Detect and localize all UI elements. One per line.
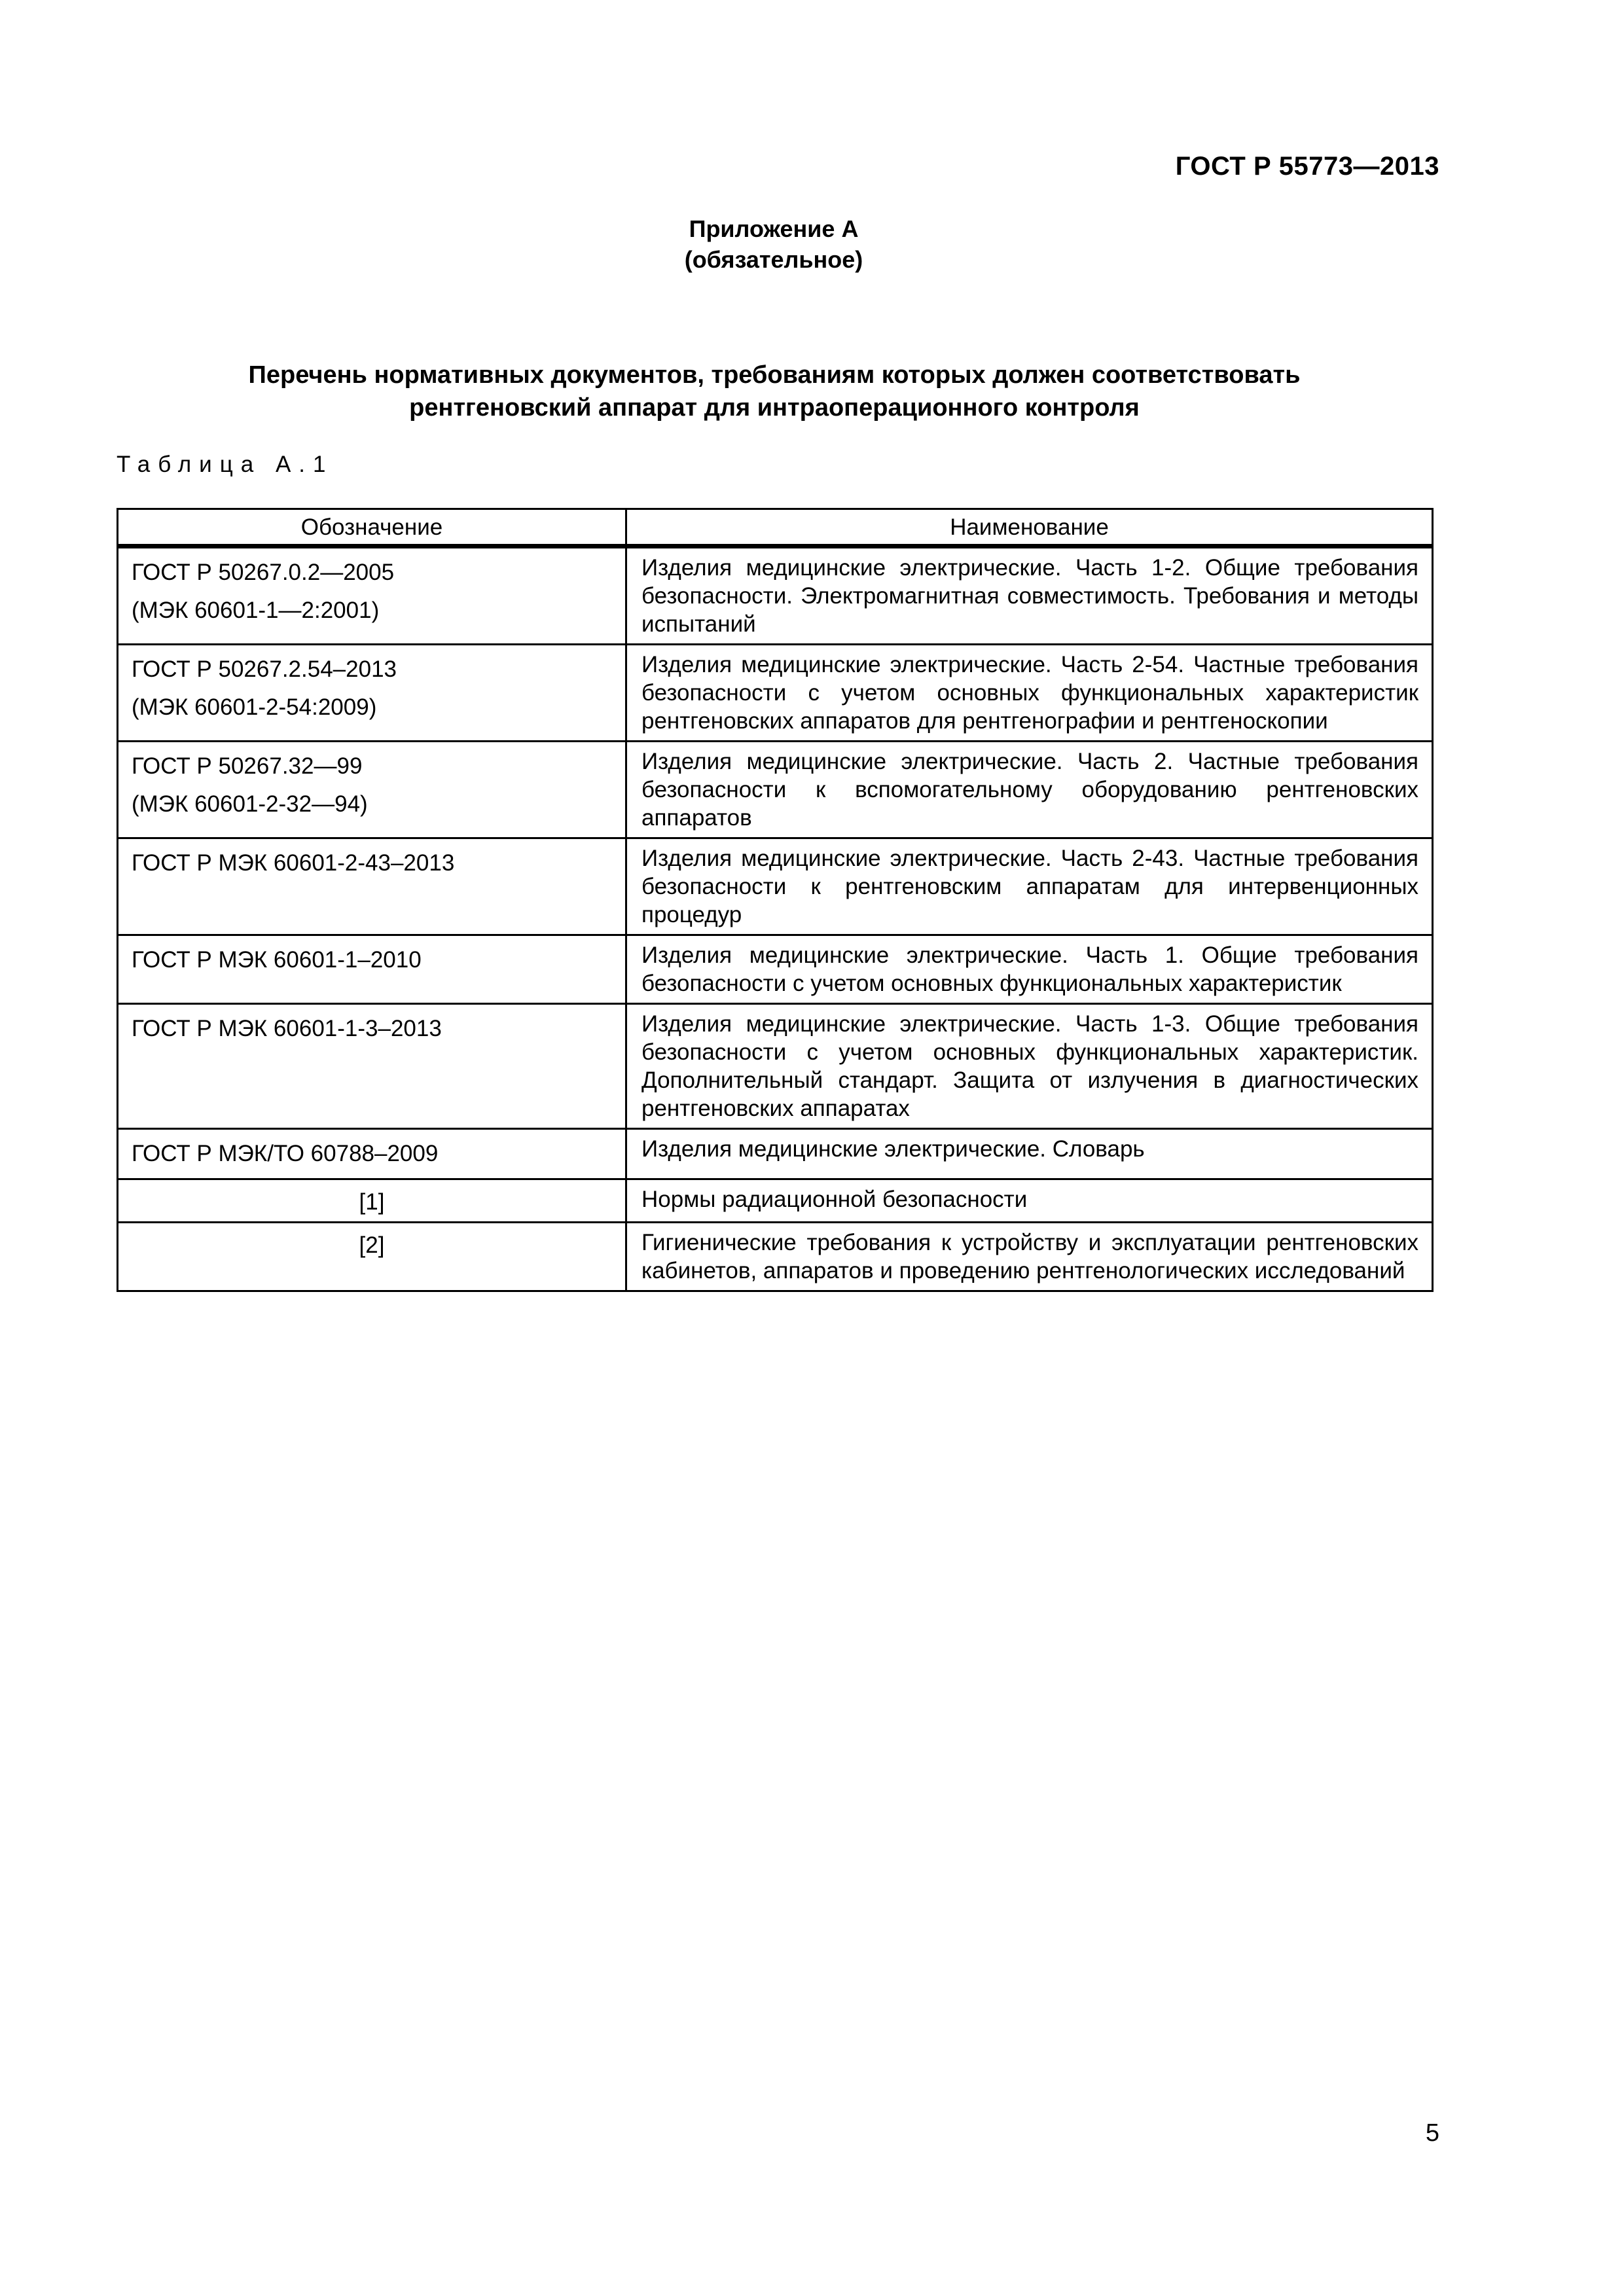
page-title-line-2: рентгеновский аппарат для интраоперационного контроля [409, 394, 1140, 422]
table-row [118, 742, 1433, 838]
table-caption: Таблица А.1 [117, 452, 334, 477]
header-name: Наименование [626, 509, 1433, 547]
table-row [118, 1179, 1433, 1223]
table-row [118, 645, 1433, 742]
designation-cell [118, 547, 626, 645]
designation-code: [2] [359, 1232, 385, 1258]
document-code: ГОСТ Р 55773—2013 [1175, 152, 1439, 181]
designation-cell [118, 1129, 626, 1179]
document-name: Изделия медицинские электрические. Часть 2-54. Частные требования безопасности с учетом основных функциональных характеристик рентгеновских аппаратов для рентгенографии и рентгеноскопии [626, 645, 1433, 742]
appendix-heading [0, 213, 1547, 275]
table-row [118, 547, 1433, 645]
designation-equivalent: (МЭК 60601-1—2:2001) [132, 598, 380, 623]
designation-code: ГОСТ Р МЭК 60601-1-3–2013 [132, 1016, 442, 1041]
table-row [118, 935, 1433, 1004]
document-name: Изделия медицинские электрические. Часть 1-2. Общие требования безопасности. Электромагнитная совместимость. Требования и методы испытаний [626, 547, 1433, 645]
designation-cell [118, 838, 626, 935]
document-name: Изделия медицинские электрические. Часть 1-3. Общие требования безопасности с учетом основных функциональных характеристик. Дополнительный стандарт. Защита от излучения в диагностических рентгеновских аппаратах [626, 1004, 1433, 1129]
document-name: Изделия медицинские электрические. Часть 2-43. Частные требования безопасности к рентгеновским аппаратам для интервенционных процедур [626, 838, 1433, 935]
appendix-label: Приложение А [689, 215, 859, 242]
designation-code: ГОСТ Р 50267.2.54–2013 [132, 656, 397, 682]
table-row [118, 1129, 1433, 1179]
table-row [118, 1223, 1433, 1291]
appendix-status: (обязательное) [684, 246, 863, 273]
designation-code: ГОСТ Р 50267.32—99 [132, 753, 363, 779]
normative-documents-table [117, 508, 1434, 1292]
header-designation: Обозначение [118, 509, 626, 547]
designation-cell [118, 742, 626, 838]
page-title-line-1: Перечень нормативных документов, требованиям которых должен соответствовать [248, 361, 1301, 389]
document-name: Изделия медицинские электрические. Часть 1. Общие требования безопасности с учетом основных функциональных характеристик [626, 935, 1433, 1004]
designation-cell [118, 1223, 626, 1291]
page-title [117, 359, 1432, 424]
table-row [118, 838, 1433, 935]
table-row [118, 1004, 1433, 1129]
designation-equivalent: (МЭК 60601-2-54:2009) [132, 694, 377, 720]
designation-code: ГОСТ Р МЭК/ТО 60788–2009 [132, 1141, 439, 1166]
designation-cell [118, 935, 626, 1004]
designation-cell [118, 645, 626, 742]
designation-code: ГОСТ Р МЭК 60601-2-43–2013 [132, 850, 455, 876]
designation-cell [118, 1179, 626, 1223]
designation-code: [1] [359, 1189, 385, 1215]
document-name: Изделия медицинские электрические. Часть 2. Частные требования безопасности к вспомогательному оборудованию рентгеновских аппаратов [626, 742, 1433, 838]
designation-code: ГОСТ Р МЭК 60601-1–2010 [132, 947, 422, 973]
designation-equivalent: (МЭК 60601-2-32—94) [132, 791, 368, 817]
document-name: Нормы радиационной безопасности [626, 1179, 1433, 1223]
table-header-row [118, 509, 1433, 547]
designation-code: ГОСТ Р 50267.0.2—2005 [132, 560, 395, 585]
document-name: Гигиенические требования к устройству и эксплуатации рентгеновских кабинетов, аппаратов и проведению рентгенологических исследований [626, 1223, 1433, 1291]
page-number: 5 [1425, 2119, 1439, 2147]
document-name: Изделия медицинские электрические. Словарь [626, 1129, 1433, 1179]
designation-cell [118, 1004, 626, 1129]
